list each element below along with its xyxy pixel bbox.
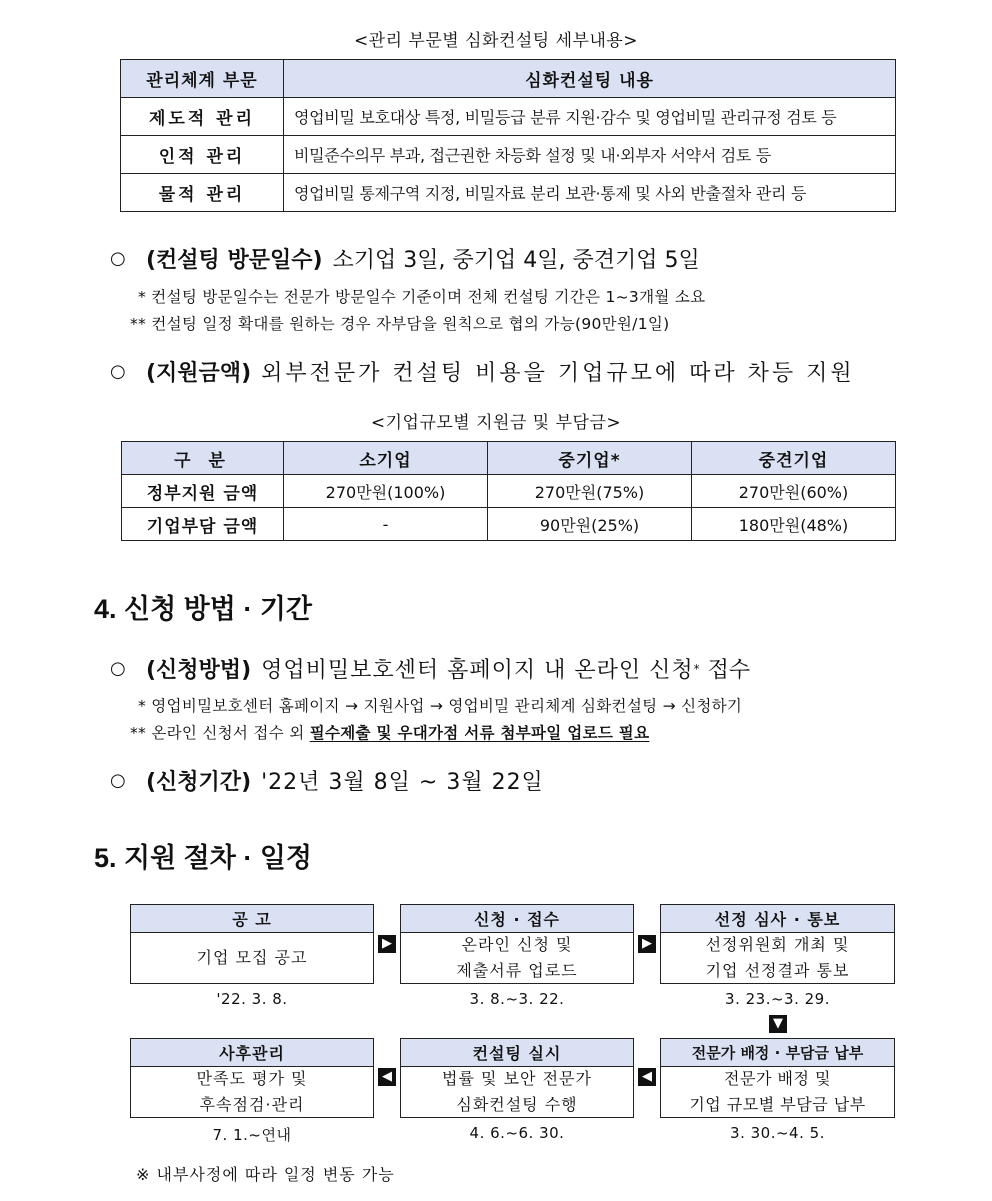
method-text: 영업비밀보호센터 홈페이지 내 온라인 신청 xyxy=(261,658,694,683)
amount-bullet-line xyxy=(110,356,855,387)
support-header-small: 소기업 xyxy=(284,442,488,475)
period-text: '22년 3월 8일 ~ 3월 22일 xyxy=(261,770,544,795)
step-line: 기업 모집 공고 xyxy=(196,947,308,967)
section-4-title: 4. 신청 방법 · 기간 xyxy=(94,594,313,624)
step-followup-box xyxy=(130,1038,374,1118)
step-line: 후속점검·관리 xyxy=(199,1094,305,1114)
section-5-title: 5. 지원 절차 · 일정 xyxy=(94,843,313,873)
step-announcement-box xyxy=(130,904,374,984)
step-date: 3. 23.~3. 29. xyxy=(725,990,830,1008)
circle-bullet-icon: ○ xyxy=(110,361,126,382)
method-note-1: * 영업비밀보호센터 홈페이지 → 지원사업 → 영업비밀 관리체계 심화컨설팅 → 신청하기 xyxy=(138,697,743,715)
mgmt-table-header-content: 심화컨설팅 내용 xyxy=(284,60,896,98)
method-sup: * xyxy=(693,661,700,676)
step-selection-box xyxy=(660,904,895,984)
step-date: '22. 3. 8. xyxy=(216,990,288,1008)
method-label: (신청방법) xyxy=(146,658,252,683)
schedule-footnote: ※ 내부사정에 따라 일정 변동 가능 xyxy=(136,1165,395,1184)
table-row xyxy=(121,174,896,212)
table-cell: 90만원(25%) xyxy=(488,508,692,541)
step-date: 7. 1.~연내 xyxy=(212,1126,292,1144)
amount-label: (지원금액) xyxy=(146,361,252,386)
step-line: 전문가 배정 및 xyxy=(724,1068,831,1088)
arrow-left-icon: ◀ xyxy=(638,1068,656,1086)
step-line: 심화컨설팅 수행 xyxy=(456,1094,578,1114)
support-header-medium: 중기업* xyxy=(488,442,692,475)
step-title: 컨설팅 실시 xyxy=(401,1039,633,1067)
method-note-2-plain: ** 온라인 신청서 접수 외 xyxy=(130,724,305,742)
step-title: 공 고 xyxy=(131,905,373,933)
support-header-midsize: 중견기업 xyxy=(692,442,896,475)
mgmt-row-content: 영업비밀 통제구역 지정, 비밀자료 분리 보관·통제 및 사외 반출절차 관리 등 xyxy=(284,174,896,212)
visit-note-1: * 컨설팅 방문일수는 전문가 방문일수 기준이며 전체 컨설팅 기간은 1~3개월 소요 xyxy=(138,288,706,306)
mgmt-table xyxy=(120,59,896,212)
method-note-2-underline: 필수제출 및 우대가점 서류 첨부파일 업로드 필요 xyxy=(309,724,650,742)
step-title: 선정 심사 · 통보 xyxy=(661,905,894,933)
table-cell: 270만원(75%) xyxy=(488,475,692,508)
step-line: 선정위원회 개최 및 xyxy=(705,934,850,954)
support-header-category: 구 분 xyxy=(122,442,284,475)
table-row xyxy=(122,508,896,541)
step-consulting-box xyxy=(400,1038,634,1118)
step-date: 3. 30.~4. 5. xyxy=(730,1124,825,1142)
support-table-caption: <기업규모별 지원금 및 부담금> xyxy=(370,413,622,433)
visit-note-2: ** 컨설팅 일정 확대를 원하는 경우 자부담을 원칙으로 협의 가능(90만원/1일) xyxy=(130,315,670,333)
mgmt-row-content: 영업비밀 보호대상 특정, 비밀등급 분류 지원·감수 및 영업비밀 관리규정 검토 등 xyxy=(284,98,896,136)
step-date: 3. 8.~3. 22. xyxy=(469,990,565,1008)
visit-bullet-line xyxy=(110,243,700,274)
table-cell: 270만원(100%) xyxy=(284,475,488,508)
arrow-down-icon: ▼ xyxy=(769,1015,787,1033)
step-title: 사후관리 xyxy=(131,1039,373,1067)
mgmt-row-area: 물적 관리 xyxy=(121,174,284,212)
step-application-box xyxy=(400,904,634,984)
circle-bullet-icon: ○ xyxy=(110,658,126,679)
table-row xyxy=(122,475,896,508)
support-table xyxy=(121,441,896,541)
period-bullet-line xyxy=(110,765,544,796)
table-row xyxy=(121,98,896,136)
method-note-2 xyxy=(130,721,649,743)
mgmt-row-area: 제도적 관리 xyxy=(121,98,284,136)
table-cell: - xyxy=(284,508,488,541)
step-line: 만족도 평가 및 xyxy=(196,1068,308,1088)
step-date: 4. 6.~6. 30. xyxy=(469,1124,565,1142)
visit-label: (컨설팅 방문일수) xyxy=(146,248,323,273)
step-line: 제출서류 업로드 xyxy=(456,960,578,980)
arrow-right-icon: ▶ xyxy=(378,935,396,953)
visit-text: 소기업 3일, 중기업 4일, 중견기업 5일 xyxy=(332,248,700,273)
table-cell: 180만원(48%) xyxy=(692,508,896,541)
circle-bullet-icon: ○ xyxy=(110,248,126,269)
method-bullet-line xyxy=(110,653,750,684)
mgmt-row-area: 인적 관리 xyxy=(121,136,284,174)
mgmt-table-caption: <관리 부문별 심화컨설팅 세부내용> xyxy=(353,31,639,51)
table-cell: 270만원(60%) xyxy=(692,475,896,508)
step-title: 전문가 배정 · 부담금 납부 xyxy=(661,1039,894,1067)
support-row-label: 기업부담 금액 xyxy=(122,508,284,541)
mgmt-row-content: 비밀준수의무 부과, 접근권한 차등화 설정 및 내·외부자 서약서 검토 등 xyxy=(284,136,896,174)
mgmt-table-header-area: 관리체계 부문 xyxy=(121,60,284,98)
method-tail: 접수 xyxy=(707,658,751,683)
support-row-label: 정부지원 금액 xyxy=(122,475,284,508)
arrow-right-icon: ▶ xyxy=(638,935,656,953)
circle-bullet-icon: ○ xyxy=(110,770,126,791)
step-assignment-box xyxy=(660,1038,895,1118)
step-line: 온라인 신청 및 xyxy=(461,934,573,954)
table-row xyxy=(121,136,896,174)
step-line: 기업 선정결과 통보 xyxy=(705,960,850,980)
step-line: 법률 및 보안 전문가 xyxy=(442,1068,592,1088)
period-label: (신청기간) xyxy=(146,770,252,795)
arrow-left-icon: ◀ xyxy=(378,1068,396,1086)
amount-text: 외부전문가 컨설팅 비용을 기업규모에 따라 차등 지원 xyxy=(261,361,855,386)
step-title: 신청 · 접수 xyxy=(401,905,633,933)
step-line: 기업 규모별 부담금 납부 xyxy=(689,1094,866,1114)
